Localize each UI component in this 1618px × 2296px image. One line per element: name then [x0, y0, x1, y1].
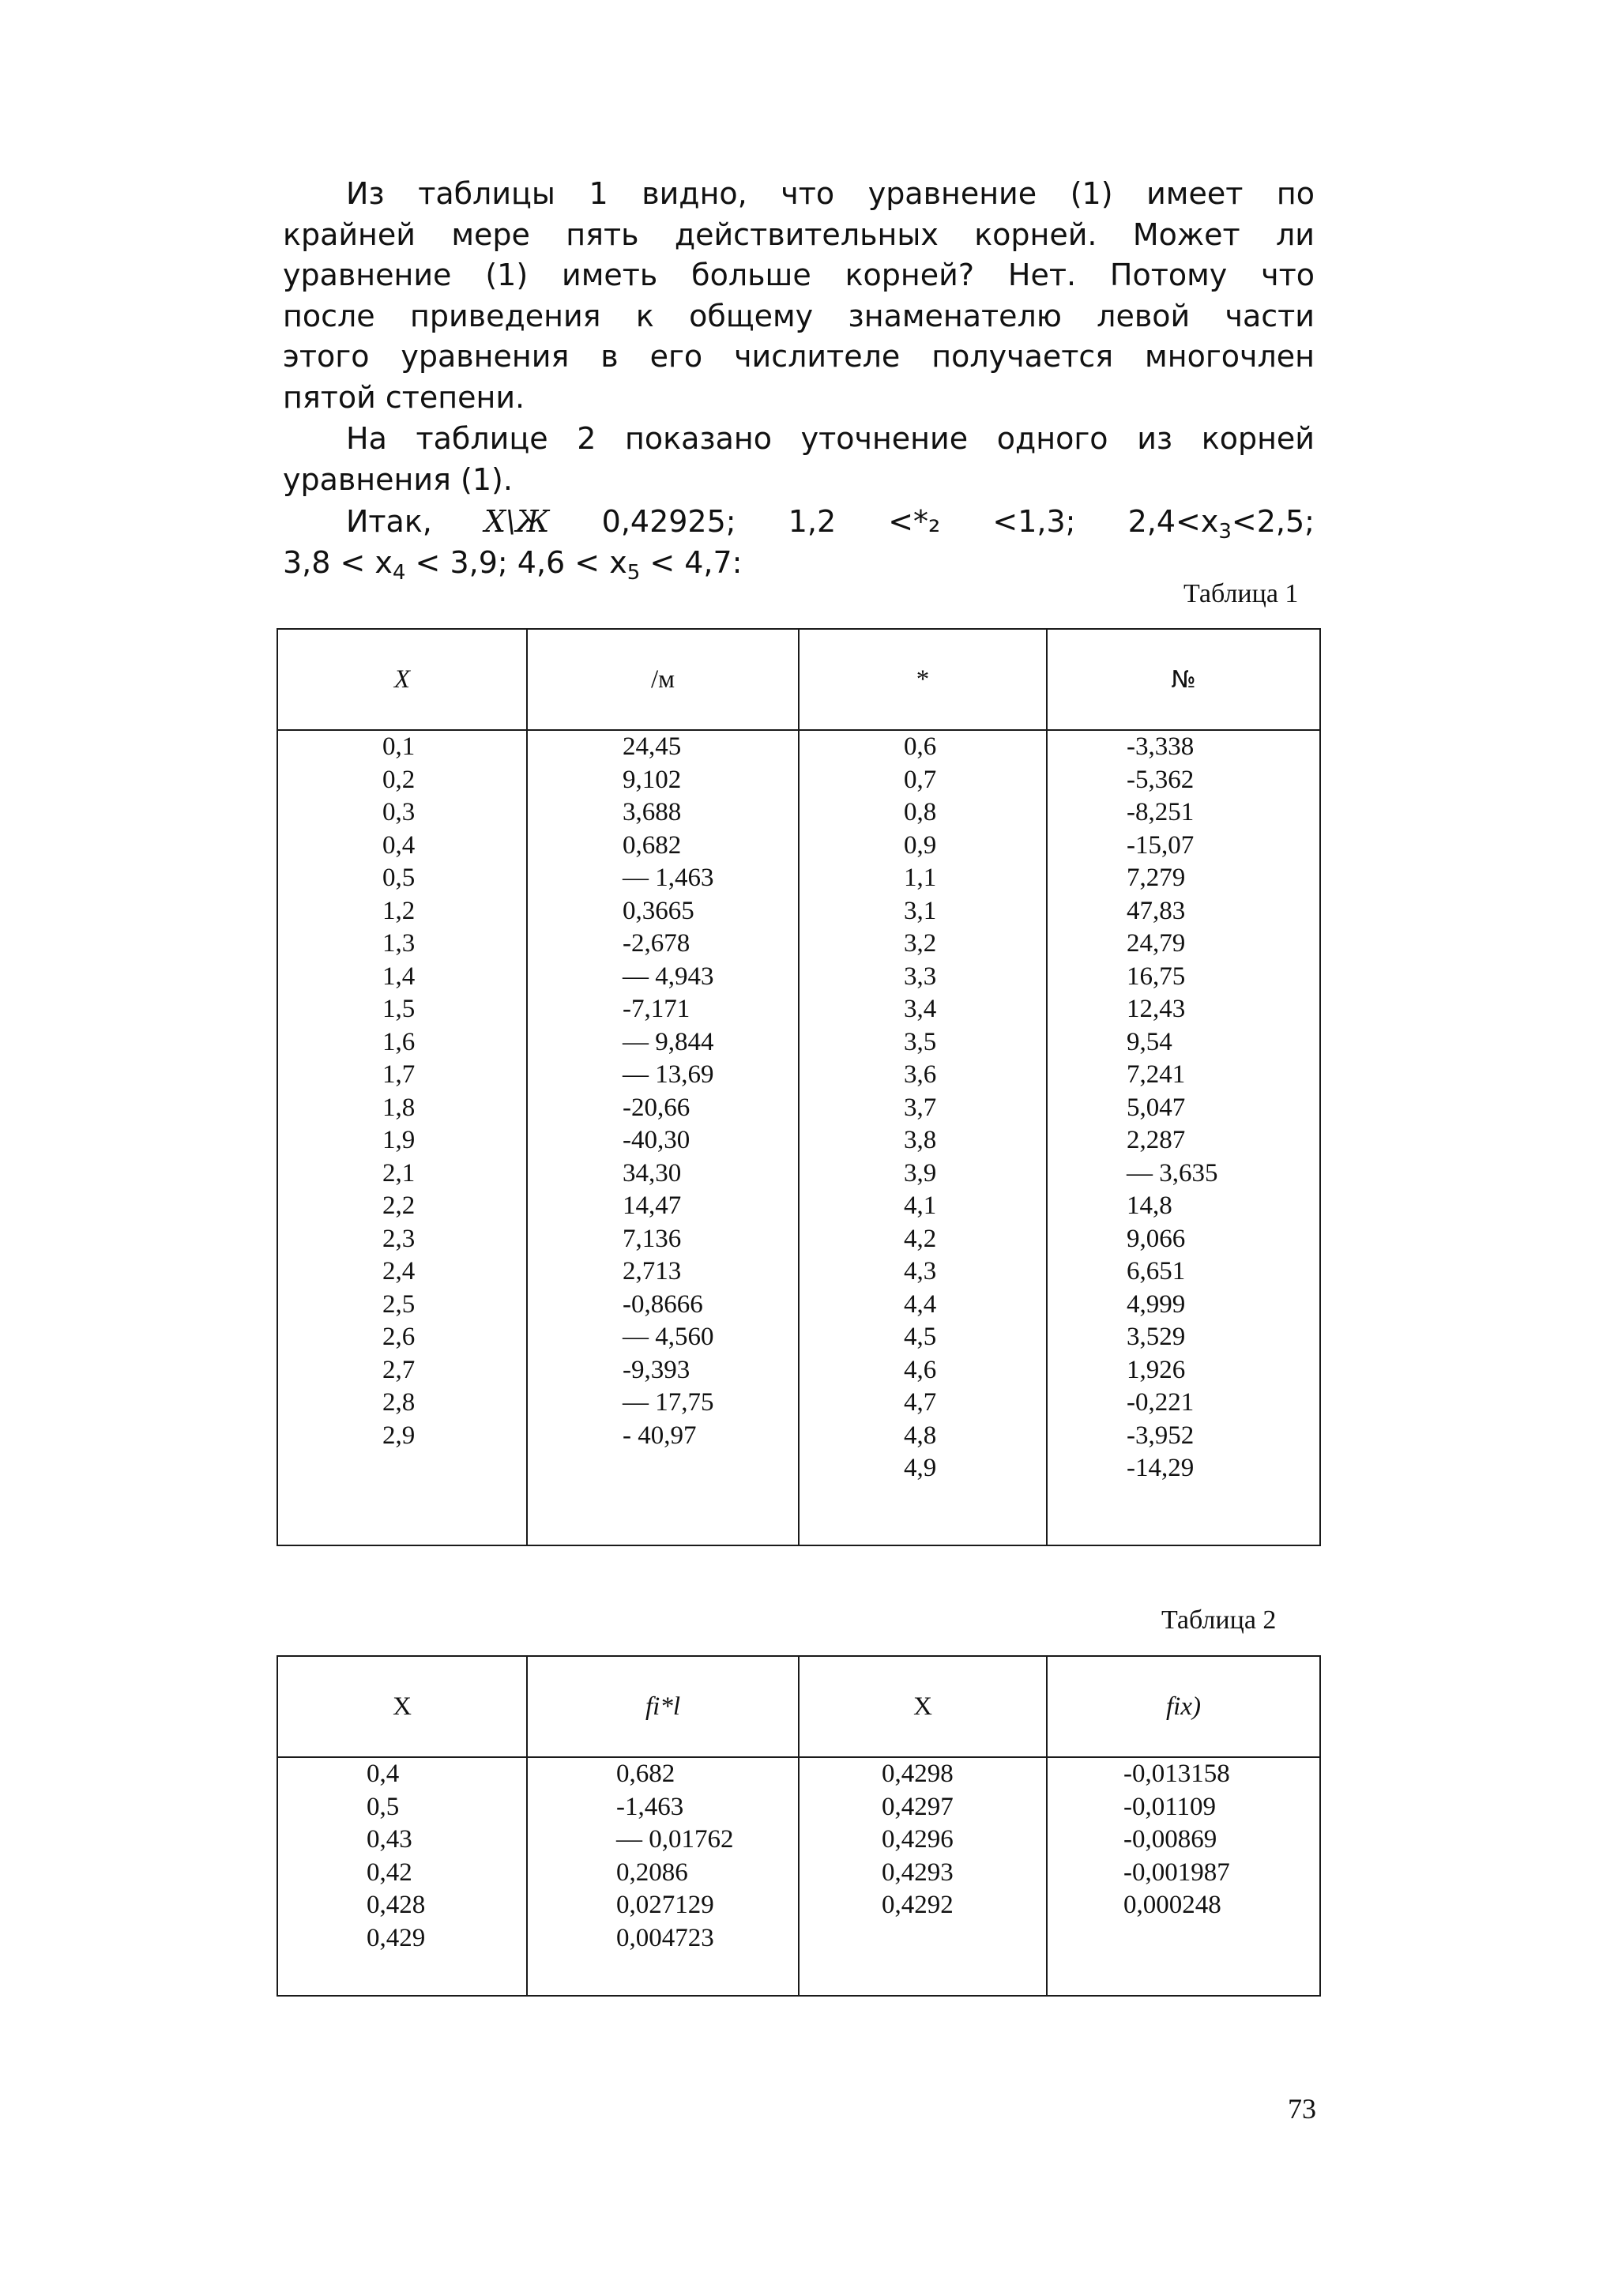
table-value: -20,66 [623, 1093, 690, 1122]
column-header: X [277, 629, 527, 730]
table-value: 7,136 [623, 1224, 682, 1253]
table-value: 1,5 [382, 995, 416, 1023]
text-fragment: <1,3; [992, 504, 1076, 539]
text-line: пятой степени. [283, 379, 525, 415]
column-values [800, 731, 1046, 1485]
table-value: — 13,69 [623, 1060, 714, 1089]
text-line: уравнения (1). [283, 461, 513, 497]
table-cell [527, 1757, 799, 1996]
table-value: 4,6 [904, 1355, 937, 1384]
table-value: 1,6 [382, 1027, 416, 1056]
table-value: 0,428 [367, 1891, 426, 1919]
text-line: Из таблицы 1 видно, что уравнение (1) имеет по [346, 176, 1315, 211]
table-value: 2,9 [382, 1421, 416, 1450]
table-value: — 0,01762 [616, 1825, 734, 1854]
table-value: 3,4 [904, 995, 937, 1023]
table-value: 9,102 [623, 765, 682, 794]
table-value: -9,393 [623, 1355, 690, 1384]
table-value: -0,013158 [1123, 1760, 1230, 1788]
subscript: 3 [1218, 520, 1232, 544]
table-value: 24,45 [623, 732, 682, 761]
table-value: 0,682 [623, 830, 682, 860]
table-value: - 40,97 [623, 1421, 697, 1450]
table-value: 0,2 [382, 765, 416, 794]
table-value: 4,1 [904, 1191, 937, 1220]
table-value: 0,1 [382, 732, 416, 761]
table-value: 0,2086 [616, 1858, 688, 1887]
table-value: 4,7 [904, 1388, 937, 1417]
column-values [278, 731, 526, 1452]
text-line: уравнение (1) иметь больше корней? Нет. Потому что [283, 258, 1315, 292]
table-value: 14,47 [623, 1191, 682, 1220]
table-cell [277, 1757, 527, 1996]
table-value: 0,3665 [623, 896, 694, 925]
table-value: 0,43 [367, 1825, 412, 1854]
table-value: -5,362 [1127, 765, 1195, 794]
table-value: 3,529 [1127, 1323, 1186, 1351]
table-cell [527, 730, 799, 1545]
text-fragment: 3,8 < x [283, 544, 393, 580]
table-value: 14,8 [1127, 1191, 1172, 1220]
roots-line-1 [283, 502, 1315, 543]
table-value: 47,83 [1127, 896, 1186, 925]
subscript: 5 [627, 560, 641, 585]
column-values [528, 1758, 798, 1955]
table-value: -7,171 [623, 995, 690, 1023]
table-value: 1,8 [382, 1093, 416, 1122]
table-value: 2,287 [1127, 1126, 1186, 1154]
table-value: 3,1 [904, 896, 937, 925]
table-value: 1,4 [382, 962, 416, 991]
table-value: -8,251 [1127, 798, 1195, 826]
table-value: 34,30 [623, 1158, 682, 1188]
table-value: 24,79 [1127, 929, 1186, 958]
text-fragment: <2,5; [1231, 504, 1315, 539]
table-value: 0,4297 [882, 1792, 954, 1821]
table-value: 0,9 [904, 830, 937, 860]
text-fragment: 1,2 [788, 504, 837, 539]
table-value: — 1,463 [623, 864, 714, 892]
table-value: 0,004723 [616, 1923, 714, 1952]
table-value: 0,5 [367, 1792, 400, 1821]
table-value: 1,2 [382, 896, 416, 925]
text-line: На таблице 2 показано уточнение одного из корней [346, 421, 1315, 456]
table-value: 0,7 [904, 765, 937, 794]
table-value: 0,429 [367, 1923, 426, 1952]
table-value: 3,7 [904, 1093, 937, 1122]
column-header: * [799, 629, 1047, 730]
table-value: 2,3 [382, 1224, 416, 1253]
text-fragment: 2,4<x [1127, 504, 1219, 539]
table-value: 3,9 [904, 1158, 937, 1188]
table-header-row [277, 1656, 1320, 1757]
table-value: 2,2 [382, 1191, 416, 1220]
table-value: — 4,560 [623, 1323, 714, 1351]
table-value: -0,221 [1127, 1388, 1195, 1417]
table-value: 0,42 [367, 1858, 412, 1887]
table-value: -15,07 [1127, 830, 1195, 860]
table-value: -1,463 [616, 1792, 684, 1821]
table-value: 4,5 [904, 1323, 937, 1351]
column-header: fix) [1047, 1656, 1320, 1757]
table-value: 2,4 [382, 1257, 416, 1285]
table-value: -3,338 [1127, 732, 1195, 761]
table-value: 1,7 [382, 1060, 416, 1089]
table-value: -0,01109 [1123, 1792, 1217, 1821]
table-value: 3,2 [904, 929, 937, 958]
paragraph-2 [283, 419, 1315, 500]
table-cell [277, 730, 527, 1545]
table-value: — 3,635 [1127, 1158, 1218, 1188]
table-value: 3,3 [904, 962, 937, 991]
column-values [528, 731, 798, 1452]
column-values [1048, 1758, 1319, 1922]
table-value: 2,8 [382, 1388, 416, 1417]
table-value: 7,279 [1127, 864, 1186, 892]
table-value: — 17,75 [623, 1388, 714, 1417]
table-value: 3,6 [904, 1060, 937, 1089]
table-value: 1,1 [904, 864, 937, 892]
text-fragment: < 4,7: [640, 544, 743, 580]
table-value: 4,3 [904, 1257, 937, 1285]
table-value: 2,6 [382, 1323, 416, 1351]
inequality-x3 [1128, 502, 1315, 543]
table-value: -14,29 [1127, 1454, 1195, 1482]
table-value: 4,4 [904, 1289, 937, 1319]
table-value: 3,8 [904, 1126, 937, 1154]
column-values [800, 1758, 1046, 1922]
column-header: X [277, 1656, 527, 1757]
table-value: -2,678 [623, 929, 690, 958]
table-value: — 4,943 [623, 962, 714, 991]
table-value: 4,9 [904, 1454, 937, 1482]
table-value: 0,682 [616, 1760, 675, 1788]
page-number: 73 [1288, 2093, 1316, 2125]
table-1 [277, 628, 1321, 1546]
table-value: 5,047 [1127, 1093, 1186, 1122]
table-value: 2,5 [382, 1289, 416, 1319]
table-value: 6,651 [1127, 1257, 1186, 1285]
table-value: 0,6 [904, 732, 937, 761]
paragraph-1 [283, 174, 1315, 418]
table-body-row [277, 1757, 1320, 1996]
table-value: 1,9 [382, 1126, 416, 1154]
table-value: 4,8 [904, 1421, 937, 1450]
inequalities-x4-x5 [283, 543, 742, 584]
formula-fragment: X\Ж [484, 504, 550, 539]
roots-line-2 [283, 543, 1315, 584]
table-cell [1047, 1757, 1320, 1996]
table-cell [799, 1757, 1047, 1996]
table-cell [799, 730, 1047, 1545]
paragraph-3 [283, 502, 1315, 583]
table-header-row [277, 629, 1320, 730]
table-value: 0,4298 [882, 1760, 954, 1788]
table-value: 0,4 [367, 1760, 400, 1788]
table-value: 4,2 [904, 1224, 937, 1253]
column-header: X [799, 1656, 1047, 1757]
text-line: этого уравнения в его числителе получается многочлен [283, 339, 1315, 374]
table-value: -3,952 [1127, 1421, 1195, 1450]
formula-fragment: <*₂ [888, 504, 941, 539]
column-values [278, 1758, 526, 1955]
table-body-row [277, 730, 1320, 1545]
table-value: 0,027129 [616, 1891, 714, 1919]
table-value: 3,5 [904, 1027, 937, 1056]
table-value: 4,999 [1127, 1289, 1186, 1319]
table-value: 12,43 [1127, 995, 1186, 1023]
table-value: 0,4292 [882, 1891, 954, 1919]
table-value: 9,066 [1127, 1224, 1186, 1253]
table-value: 0,000248 [1123, 1891, 1221, 1919]
table-2-caption: Таблица 2 [1161, 1605, 1277, 1635]
table-value: 3,688 [623, 798, 682, 826]
table-value: 1,3 [382, 929, 416, 958]
table-value: -0,001987 [1123, 1858, 1230, 1887]
table-value: 0,4296 [882, 1825, 954, 1854]
table-value: 7,241 [1127, 1060, 1186, 1089]
column-header: /м [527, 629, 799, 730]
table-value: 2,713 [623, 1257, 682, 1285]
table-value: 1,926 [1127, 1355, 1186, 1384]
text-fragment: 0,42925; [601, 504, 736, 539]
table-value: 0,3 [382, 798, 416, 826]
table-value: 2,1 [382, 1158, 416, 1188]
column-values [1048, 731, 1319, 1485]
subscript: 4 [392, 560, 406, 585]
text-line: после приведения к общему знаменателю левой части [283, 298, 1315, 333]
table-value: 0,8 [904, 798, 937, 826]
text-fragment: Итак, [346, 504, 432, 539]
table-value: 0,4293 [882, 1858, 954, 1887]
table-value: 16,75 [1127, 962, 1186, 991]
table-value: -40,30 [623, 1126, 690, 1154]
column-header: fi*l [527, 1656, 799, 1757]
table-value: 9,54 [1127, 1027, 1172, 1056]
table-1-caption: Таблица 1 [1183, 579, 1299, 608]
table-2 [277, 1655, 1321, 1997]
table-value: -0,00869 [1123, 1825, 1217, 1854]
text-fragment: < 3,9; 4,6 < x [405, 544, 627, 580]
table-value: 0,4 [382, 830, 416, 860]
table-value: 0,5 [382, 864, 416, 892]
table-value: -0,8666 [623, 1289, 703, 1319]
column-header: № [1047, 629, 1320, 730]
table-cell [1047, 730, 1320, 1545]
table-value: — 9,844 [623, 1027, 714, 1056]
text-line: крайней мере пять действительных корней. Может ли [283, 216, 1315, 252]
table-value: 2,7 [382, 1355, 416, 1384]
